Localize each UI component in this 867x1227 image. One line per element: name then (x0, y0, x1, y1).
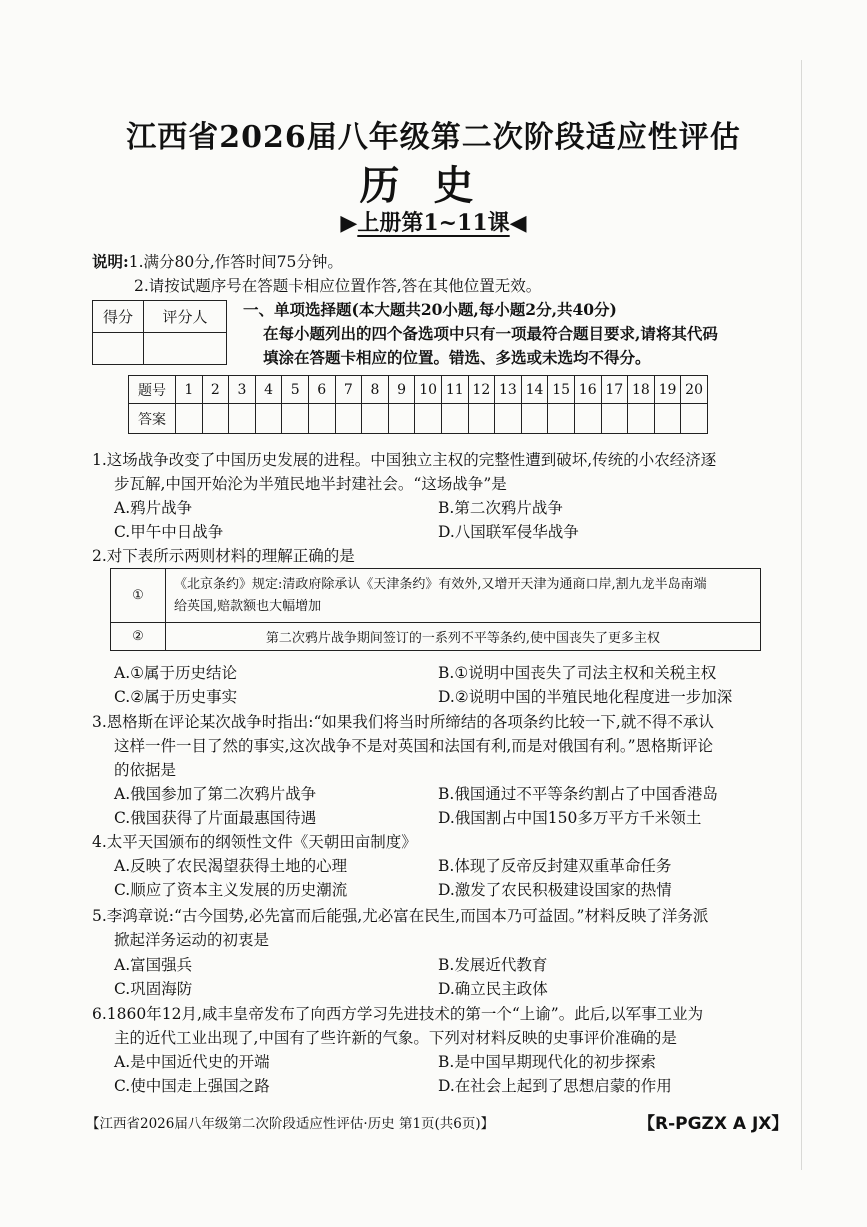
q5-line2: 掀起洋务运动的初衷是 (114, 931, 270, 949)
q2-option-a[interactable]: A.①属于历史结论 (114, 664, 238, 682)
answer-cell[interactable] (521, 404, 548, 434)
instructions-line1 (92, 250, 343, 272)
section1-desc2: 填涂在答题卡相应的位置。错选、多选或未选均不得分。 (263, 348, 651, 367)
q1-option-d[interactable]: D.八国联军侵华战争 (438, 523, 579, 541)
answer-cell[interactable] (282, 404, 309, 434)
answer-cell[interactable] (548, 404, 575, 434)
answer-grid (128, 375, 708, 434)
question-number-cell: 4 (255, 376, 282, 404)
q4-line1: 4.太平天国颁布的纲领性文件《天朝田亩制度》 (92, 833, 417, 851)
q5-option-b[interactable]: B.发展近代教育 (438, 956, 548, 974)
question-number-cell: 20 (681, 376, 708, 404)
q4-option-c[interactable]: C.顺应了资本主义发展的历史潮流 (114, 881, 348, 899)
q5-option-a[interactable]: A.富国强兵 (114, 956, 193, 974)
question-number-cell: 16 (574, 376, 601, 404)
q1-option-b[interactable]: B.第二次鸦片战争 (438, 499, 563, 517)
q6-option-b[interactable]: B.是中国早期现代化的初步探索 (438, 1053, 656, 1071)
section1-desc1: 在每小题列出的四个备选项中只有一项最符合题目要求,请将其代码 (263, 324, 718, 343)
answer-cell[interactable] (681, 404, 708, 434)
question-number-cell: 17 (601, 376, 628, 404)
question-number-cell: 6 (308, 376, 335, 404)
answer-cell[interactable] (415, 404, 442, 434)
question-number-cell: 2 (202, 376, 229, 404)
q3-option-a[interactable]: A.俄国参加了第二次鸦片战争 (114, 785, 317, 803)
q3-line2: 这样一件一目了然的事实,这次战争不是对英国和法国有利,而是对俄国有利。”恩格斯评论 (114, 737, 714, 755)
question-number-cell: 5 (282, 376, 309, 404)
score-cell[interactable] (93, 333, 144, 365)
q5-option-c[interactable]: C.巩固海防 (114, 980, 193, 998)
material-1-text-line1: 《北京条约》规定:清政府除承认《天津条约》有效外,又增开天津为通商口岸,割九龙半岛南端 (174, 576, 707, 592)
answer-cell[interactable] (202, 404, 229, 434)
instructions-text1: 1.满分80分,作答时间75分钟。 (128, 253, 343, 271)
answer-cell[interactable] (362, 404, 389, 434)
q3-option-c[interactable]: C.俄国获得了片面最惠国待遇 (114, 809, 317, 827)
answer-cell[interactable] (654, 404, 681, 434)
material-1-num: ① (111, 569, 166, 623)
q3-line3: 的依据是 (114, 761, 177, 779)
question-number-cell: 11 (441, 376, 468, 404)
answer-cell[interactable] (335, 404, 362, 434)
section1-heading: 一、单项选择题(本大题共20小题,每小题2分,共40分) (243, 300, 617, 319)
grader-cell[interactable] (144, 333, 227, 365)
q2-material-table (110, 568, 761, 651)
material-1-text-line2: 给英国,赔款额也大幅增加 (174, 598, 322, 614)
question-number-cell: 8 (362, 376, 389, 404)
footer-code: 【R-PGZX A JX】 (638, 1114, 789, 1134)
scope-line (0, 206, 867, 237)
answer-cell[interactable] (495, 404, 522, 434)
answer-cell[interactable] (441, 404, 468, 434)
question-number-cell: 18 (628, 376, 655, 404)
exam-title: 江西省2026届八年级第二次阶段适应性评估 (126, 120, 741, 155)
answer-header: 答案 (129, 404, 176, 434)
grader-label: 评分人 (144, 301, 227, 333)
instructions-label: 说明: (92, 252, 129, 271)
q6-line1: 6.1860年12月,咸丰皇帝发布了向西方学习先进技术的第一个“上谕”。此后,以军事工业为 (92, 1005, 704, 1023)
q4-option-b[interactable]: B.体现了反帝反封建双重革命任务 (438, 857, 672, 875)
answer-cell[interactable] (308, 404, 335, 434)
q2-option-b[interactable]: B.①说明中国丧失了司法主权和关税主权 (438, 664, 717, 682)
question-number-cell: 9 (388, 376, 415, 404)
q1-option-c[interactable]: C.甲午中日战争 (114, 523, 224, 541)
q1-line2: 步瓦解,中国开始沦为半殖民地半封建社会。“这场战争”是 (114, 475, 507, 493)
instructions-line2: 2.请按试题序号在答题卡相应位置作答,答在其他位置无效。 (134, 277, 542, 295)
question-number-cell: 13 (495, 376, 522, 404)
question-number-cell: 12 (468, 376, 495, 404)
score-box (92, 300, 227, 365)
q4-option-d[interactable]: D.激发了农民积极建设国家的热情 (438, 881, 672, 899)
scope-text: 上册第1~11课 (357, 210, 510, 236)
triangle-right-icon: ▶ (340, 210, 358, 236)
answer-cell[interactable] (601, 404, 628, 434)
subject-title: 历史 (359, 162, 508, 209)
question-number-cell: 10 (415, 376, 442, 404)
question-number-cell: 15 (548, 376, 575, 404)
q3-line1: 3.恩格斯在评论某次战争时指出:“如果我们将当时所缔结的各项条约比较一下,就不得不承认 (92, 713, 714, 731)
footer-page-info: 【江西省2026届八年级第二次阶段适应性评估·历史 第1页(共6页)】 (86, 1116, 495, 1132)
q6-option-d[interactable]: D.在社会上起到了思想启蒙的作用 (438, 1077, 672, 1095)
material-1-text (166, 569, 761, 623)
q6-option-c[interactable]: C.使中国走上强国之路 (114, 1077, 270, 1095)
answer-cell[interactable] (176, 404, 203, 434)
q6-line2: 主的近代工业出现了,中国有了些许新的气象。下列对材料反映的史事评价准确的是 (114, 1029, 677, 1047)
question-number-cell: 7 (335, 376, 362, 404)
answer-cell[interactable] (468, 404, 495, 434)
answer-cell[interactable] (229, 404, 256, 434)
answer-cell[interactable] (574, 404, 601, 434)
material-2-text: 第二次鸦片战争期间签订的一系列不平等条约,使中国丧失了更多主权 (166, 623, 761, 651)
q1-option-a[interactable]: A.鸦片战争 (114, 499, 193, 517)
triangle-left-icon: ◀ (509, 210, 527, 236)
question-number-cell: 19 (654, 376, 681, 404)
q4-option-a[interactable]: A.反映了农民渴望获得土地的心理 (114, 857, 348, 875)
q2-option-c[interactable]: C.②属于历史事实 (114, 688, 238, 706)
question-number-cell: 14 (521, 376, 548, 404)
q5-line1: 5.李鸿章说:“古今国势,必先富而后能强,尤必富在民生,而国本乃可益固。”材料反映了洋务派 (92, 907, 709, 925)
question-number-cell: 1 (176, 376, 203, 404)
q2-line1: 2.对下表所示两则材料的理解正确的是 (92, 547, 355, 565)
question-number-header: 题号 (129, 376, 176, 404)
score-label: 得分 (93, 301, 144, 333)
q5-option-d[interactable]: D.确立民主政体 (438, 980, 548, 998)
question-number-cell: 3 (229, 376, 256, 404)
q3-option-d[interactable]: D.俄国割占中国150多万平方千米领土 (438, 809, 702, 827)
q3-option-b[interactable]: B.俄国通过不平等条约割占了中国香港岛 (438, 785, 718, 803)
q2-option-d[interactable]: D.②说明中国的半殖民地化程度进一步加深 (438, 688, 733, 706)
answer-cell[interactable] (255, 404, 282, 434)
q6-option-a[interactable]: A.是中国近代史的开端 (114, 1053, 270, 1071)
answer-cell[interactable] (628, 404, 655, 434)
answer-cell[interactable] (388, 404, 415, 434)
q1-line1: 1.这场战争改变了中国历史发展的进程。中国独立主权的完整性遭到破坏,传统的小农经济逐 (92, 451, 717, 469)
material-2-num: ② (111, 623, 166, 651)
